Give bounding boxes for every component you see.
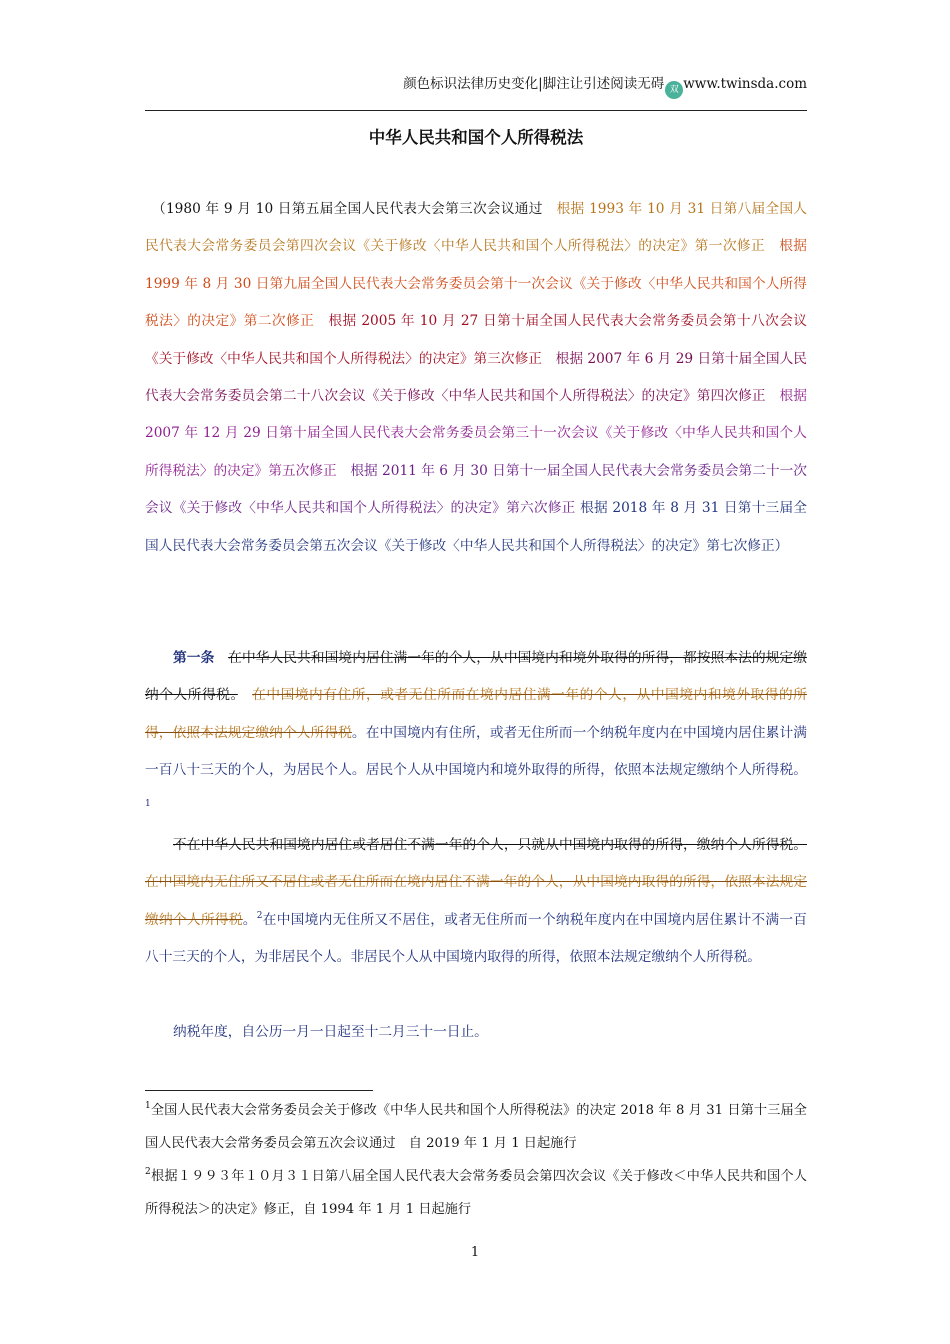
footnote-text: 根据１９９３年１０月３１日第八届全国人民代表大会常务委员会第四次会议《关于修改＜中华人民共和国个人所得税法＞的决定》修正，自 1994 年 1 月 1 日起施行 xyxy=(145,1169,807,1217)
article-label: 第一条 xyxy=(173,650,215,666)
footnote-1 xyxy=(145,1095,807,1160)
history-amendment-1999: 根据 1999 年 8 月 30 日第九届全国人民代表大会常务委员会第十一次会议《关于修改〈中华人民共和国个人所得税法〉的决定》第二次修正 xyxy=(145,238,807,330)
footnote-number: 1 xyxy=(145,1101,151,1111)
header-text: 颜色标识法律历史变化|脚注让引述阅读无碍 xyxy=(403,76,665,92)
period-text: 。 xyxy=(242,911,257,928)
article-1-paragraph-1 xyxy=(145,640,807,827)
history-amendment-2007-dec: 根据 2007 年 12 月 29 日第十届全国人民代表大会常务委员会第三十一次会议《关于修改〈中华人民共和国个人所得税法〉的决定》第五次修正 xyxy=(145,388,807,479)
footnote-ref-2[interactable]: 2 xyxy=(256,910,263,921)
history-enactment: （1980 年 9 月 10 日第五届全国人民代表大会第三次会议通过 xyxy=(152,201,557,217)
footnote-2 xyxy=(145,1161,807,1226)
law-title: 中华人民共和国个人所得税法 xyxy=(368,128,584,147)
header-rule xyxy=(145,110,807,111)
history-amendment-2005: 根据 2005 年 10 月 27 日第十届全国人民代表大会常务委员会第十八次会议《关于修改〈中华人民共和国个人所得税法〉的决定》第三次修正 xyxy=(145,313,807,367)
current-text: 在中国境内无住所又不居住，或者无住所而一个纳税年度内在中国境内居住累计不满一百八十三天的个人，为非居民个人。非居民个人从中国境内取得的所得，依照本法规定缴纳个人所得税。 xyxy=(145,911,807,966)
history-amendment-2007-june: 根据 2007 年 6 月 29 日第十届全国人民代表大会常务委员会第二十八次会议《关于修改〈中华人民共和国个人所得税法〉的决定》第四次修正 xyxy=(145,350,807,405)
page-header xyxy=(145,72,807,96)
history-amendment-2018: 根据 2018 年 8 月 31 日第十三届全国人民代表大会常务委员会第五次会议《关于修改〈中华人民共和国个人所得税法〉的决定》第七次修正） xyxy=(145,500,807,554)
repealed-text-original: 在中华人民共和国境内居住满一年的个人，从中国境内和境外取得的所得，都按照本法的规定缴纳个人所得税。 xyxy=(145,650,807,704)
history-amendment-1993: 根据 1993 年 10 月 31 日第八届全国人民代表大会常务委员会第四次会议《关于修改〈中华人民共和国个人所得税法〉的决定》第一次修正 xyxy=(145,201,807,255)
article-1-paragraph-2 xyxy=(145,827,807,977)
twinsda-logo-icon: 双 xyxy=(665,81,683,99)
footnote-number: 2 xyxy=(145,1167,151,1177)
article-1-paragraph-3 xyxy=(145,1014,807,1051)
footnote-separator xyxy=(145,1090,373,1091)
history-amendment-2011: 根据 2011 年 6 月 30 日第十一届全国人民代表大会常务委员会第二十一次会议《关于修改〈中华人民共和国个人所得税法〉的决定》第六次修正 xyxy=(145,462,807,517)
footnote-text: 全国人民代表大会常务委员会关于修改《中华人民共和国个人所得税法》的决定 2018 年 8 月 31 日第十三届全国人民代表大会常务委员会第五次会议通过 自 2019 年 1 月 1 日起施行 xyxy=(145,1103,807,1151)
header-site-link[interactable]: www.twinsda.com xyxy=(683,76,807,92)
current-text: 。在中国境内有住所，或者无住所而一个纳税年度内在中国境内居住累计满一百八十三天的个人，为居民个人。居民个人从中国境内和境外取得的所得，依照本法规定缴纳个人所得税。 xyxy=(145,724,807,779)
repealed-text-1993: 在中国境内无住所又不居住或者无住所而在境内居住不满一年的个人，从中国境内取得的所得，依照本法规定缴纳个人所得税 xyxy=(145,874,807,928)
footnote-ref-1[interactable]: 1 xyxy=(145,798,151,809)
repealed-text-1993: 在中国境内有住所，或者无住所而在境内居住满一年的个人，从中国境内和境外取得的所得，依照本法规定缴纳个人所得税 xyxy=(145,687,807,741)
amendment-history xyxy=(145,191,807,565)
page-number: 1 xyxy=(470,1245,480,1260)
repealed-text-original: 不在中华人民共和国境内居住或者居住不满一年的个人，只就从中国境内取得的所得，缴纳个人所得税。 xyxy=(173,837,807,853)
current-text: 纳税年度，自公历一月一日起至十二月三十一日止。 xyxy=(173,1024,488,1040)
